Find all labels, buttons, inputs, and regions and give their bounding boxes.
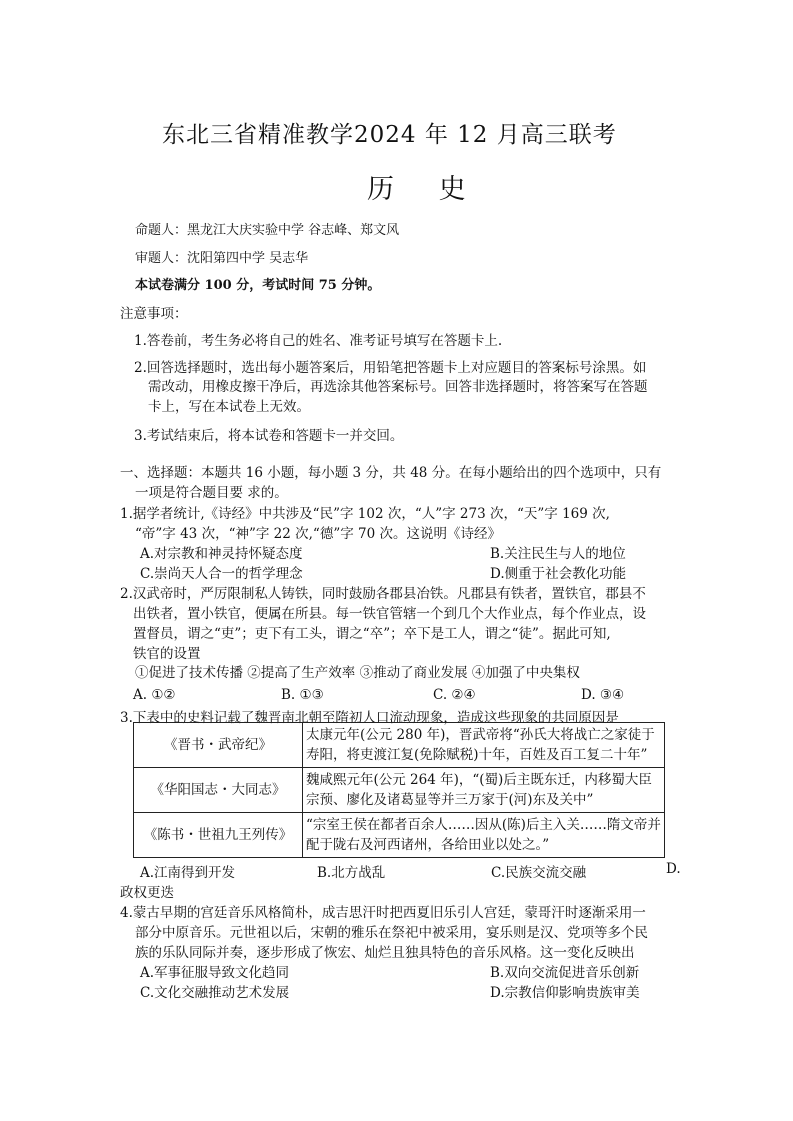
note-2-line-1: 2.回答选择题时，选出每小题答案后，用铅笔把答题卡上对应题目的答案标号涂黑。如	[134, 360, 647, 376]
q4-option-b: B.双向交流促进音乐创新	[490, 965, 640, 981]
q4-stem-line-3: 族的乐队同际并奏，逐步形成了恢宏、灿烂且独具特色的音乐风格。这一变化反映出	[135, 945, 635, 961]
q3-source-table	[133, 722, 665, 858]
q4-option-d: D.宗教信仰影响贵族审美	[490, 985, 640, 1001]
note-1: 1.答卷前，考生务必将自己的姓名、准考证号填写在答题卡上.	[134, 333, 503, 349]
q2-option-b: B. ①③	[281, 687, 324, 703]
q2-stem-line-1: 2.汉武帝时，严厉限制私人铸铁，同时鼓励各郡县冶铁。凡郡县有铁者，置铁官，郡县不	[120, 586, 646, 602]
q2-statements: ①促进了技术传播 ②提高了生产效率 ③推动了商业发展 ④加强了中央集权	[135, 665, 580, 681]
q4-option-c: C.文化交融推动艺术发展	[140, 985, 290, 1001]
q1-option-c: C.崇尚天人合一的哲学理念	[140, 566, 303, 582]
note-2-line-2: 需改动，用橡皮擦干净后，再选涂其他答案标号。回答非选择题时，将答案写在答题	[148, 379, 648, 395]
q3-option-c: C.民族交流交融	[491, 865, 587, 881]
score-time-line: 本试卷满分 100 分，考试时间 75 分钟。	[135, 278, 381, 293]
q4-stem-line-1: 4.蒙古早期的宫廷音乐风格简朴，成吉思汗时把西夏旧乐引人宫廷，蒙哥汗时逐渐采用一	[120, 905, 646, 921]
q3-option-a: A.江南得到开发	[140, 865, 236, 881]
q1-stem-line-1: 1.据学者统计,《诗经》中共涉及“民”字 102 次，“人”字 273 次，“天”字 169 次,	[120, 506, 610, 522]
table-cell-source: 《晋书・武帝纪》	[134, 723, 303, 768]
q4-stem-line-2: 部分中原音乐。元世祖以后，宋朝的雅乐在祭祀中被采用，宴乐则是汉、党项等多个民	[135, 925, 648, 941]
note-3: 3.考试结束后，将本试卷和答题卡一并交回。	[134, 428, 404, 444]
table-row	[134, 723, 665, 768]
table-cell-content: 太康元年(公元 280 年)，晋武帝将“孙氏大将战亡之家徒于寿阳，将吏渡江复(免除赋税)十年，百姓及百工复二十年”	[303, 723, 665, 768]
q2-stem-line-2: 出铁者，置小铁官，便属在所县。每一铁官管辖一个到几个大作业点，每个作业点，设	[133, 606, 646, 622]
q3-option-b: B.北方战乱	[317, 865, 386, 881]
q1-option-b: B.关注民生与人的地位	[490, 546, 626, 562]
q3-stem: 3.下表中的史料记载了魏晋南北朝至隋初人口流动现象，造成这些现象的共同原因是	[120, 710, 619, 726]
exam-title: 东北三省精准教学2024 年 12 月高三联考	[162, 122, 617, 148]
table-cell-content: 魏咸熙元年(公元 264 年)，“(蜀)后主既东迁，内移蜀大臣宗预、廖化及诸葛显等并三万家于(河)东及关中”	[303, 768, 665, 813]
q1-option-a: A.对宗教和神灵持怀疑态度	[140, 546, 303, 562]
q2-option-c: C. ②④	[433, 687, 476, 703]
table-cell-source: 《陈书・世祖九王列传》	[134, 813, 303, 858]
setter-line: 命题人：黑龙江大庆实验中学 谷志峰、郑文风	[135, 223, 400, 238]
table-row	[134, 768, 665, 813]
note-2-line-3: 卡上，写在本试卷上无效。	[148, 399, 310, 415]
section-heading-line-2: 一项是符合题目要 求的。	[135, 485, 288, 501]
q4-option-a: A.军事征服导致文化趋同	[140, 965, 290, 981]
section-heading-line-1: 一、选择题：本题共 16 小题，每小题 3 分，共 48 分。在每小题给出的四个选项中，只有	[120, 465, 662, 481]
q2-option-d: D. ③④	[581, 687, 625, 703]
q1-option-d: D.侧重于社会教化功能	[490, 566, 627, 582]
table-row	[134, 813, 665, 858]
q2-option-a: A. ①②	[133, 687, 176, 703]
q3-option-d-continued: 政权更迭	[120, 885, 174, 901]
q3-option-d: D.	[666, 861, 681, 877]
table-cell-content: “宗室王侯在都者百余人……因从(陈)后主入关……隋文帝并配于陇右及河西诸州，各给田业以处之。”	[303, 813, 665, 858]
q2-stem-line-3: 置督员，谓之“吏”；吏下有工头，谓之“卒”；卒下是工人，谓之“徒”。据此可知,	[133, 626, 611, 642]
q2-stem-line-4: 铁官的设置	[133, 646, 201, 662]
reviewer-line: 审题人：沈阳第四中学 吴志华	[135, 251, 309, 266]
table-cell-source: 《华阳国志・大同志》	[134, 768, 303, 813]
subject-title: 历 史	[367, 174, 484, 205]
q1-stem-line-2: “帝”字 43 次，“神”字 22 次,“德”字 70 次。这说明《诗经》	[135, 526, 501, 542]
notes-heading: 注意事项：	[120, 306, 188, 322]
